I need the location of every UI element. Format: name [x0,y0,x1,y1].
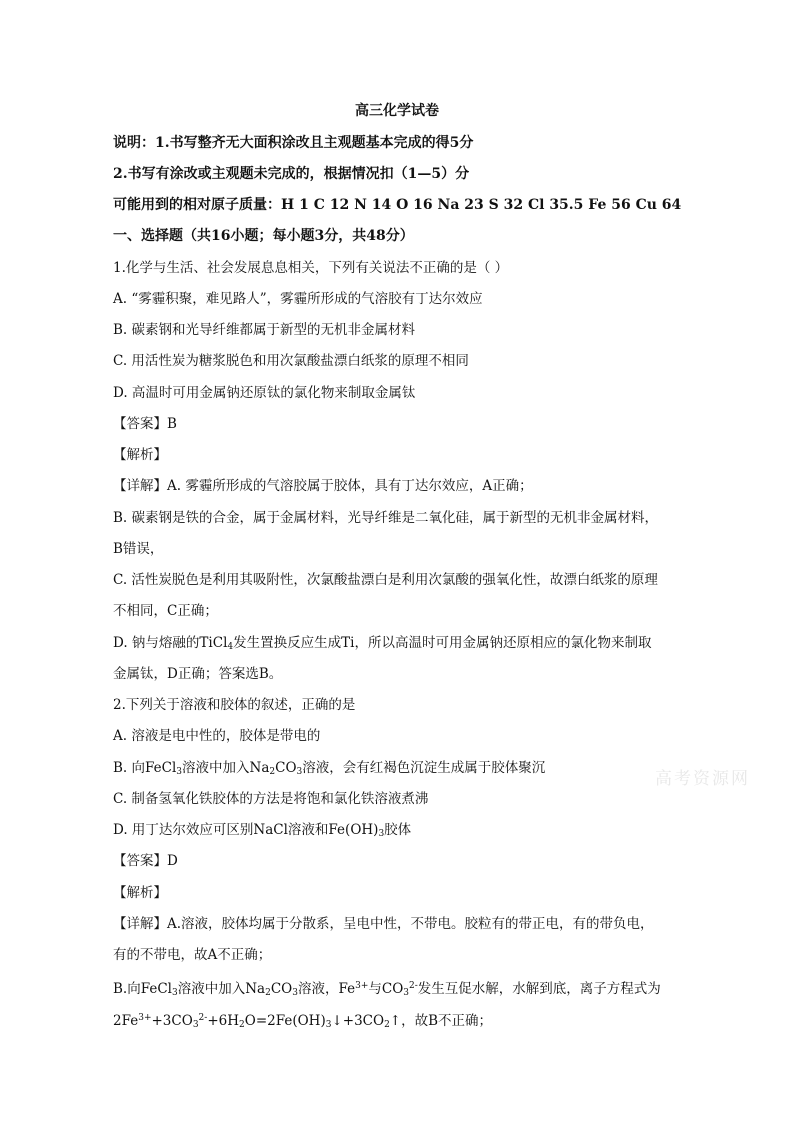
subscript: 3 [176,767,183,777]
subscript: 4 [227,642,234,652]
text-run: CO [275,760,297,776]
question-2-analysis-label: 【解析】 [113,885,167,901]
subscript: 3 [296,767,303,777]
question-2-option-a: A. 溶液是电中性的，胶体是带电的 [113,728,321,744]
subscript: 3 [403,988,410,998]
subscript: 3 [192,1020,199,1030]
text-run: 溶液中加入Na [177,981,266,997]
question-1-detail-b-1: B. 碳素钢是铁的合金，属于金属材料，光导纤维是二氧化硅，属于新型的无机非金属材料， [113,510,659,526]
instructions-line-2: 2.书写有涂改或主观题未完成的，根据情况扣（1—5）分 [113,166,470,182]
text-run: +3CO [151,1013,193,1029]
question-1-answer: 【答案】B [113,416,177,432]
text-run: D. 用丁达尔效应可区别NaCl溶液和Fe(OH) [113,822,379,838]
question-2-detail-a-2: 有的不带电，故A不正确； [113,947,272,963]
text-run: 胶体 [384,822,412,838]
question-1-option-b: B. 碳素钢和光导纤维都属于新型的无机非金属材料 [113,322,416,338]
question-1-detail-b-2: B错误， [113,541,164,557]
text-run: 与CO [368,981,404,997]
question-1-option-c: C. 用活性炭为糖浆脱色和用次氯酸盐漂白纸浆的原理不相同 [113,353,469,369]
question-1-detail-c-2: 不相同，C正确； [113,603,218,619]
text-run: CO [270,981,293,997]
subscript: 2 [384,1020,390,1030]
subscript: 3 [325,1020,332,1030]
watermark: 高考资源网 [655,769,750,789]
superscript: 3+ [138,1013,152,1023]
question-2-option-d [113,820,411,844]
superscript: 2- [409,981,418,991]
question-1-detail-a: 【详解】A. 雾霾所形成的气溶胶属于胶体，具有丁达尔效应，A正确； [113,478,533,494]
text-run: 溶液，会有红褐色沉淀生成属于胶体聚沉 [302,760,546,776]
text-run: ↑，故B不正确； [389,1013,493,1029]
question-1-detail-d-1 [113,633,651,657]
question-2-option-b [113,758,545,782]
superscript: 3+ [355,981,369,991]
section-heading: 一、选择题（共16小题；每小题3分，共48分） [113,228,414,244]
subscript: 3 [378,829,385,839]
subscript: 2 [265,988,271,998]
question-1-detail-d-2: 金属钛，D正确；答案选B。 [113,666,283,682]
instructions-line-1: 说明：1.书写整齐无大面积涂改且主观题基本完成的得5分 [113,135,474,151]
text-run: 发生置换反应生成Ti，所以高温时可用金属钠还原相应的氯化物来制取 [233,635,652,651]
page-title: 高三化学试卷 [355,103,439,119]
question-1-stem: 1.化学与生活、社会发展息息相关，下列有关说法不正确的是（ ） [113,260,509,276]
question-2-option-c: C. 制备氢氧化铁胶体的方法是将饱和氯化铁溶液煮沸 [113,791,429,807]
text-run: 溶液，Fe [297,981,356,997]
question-2-answer: 【答案】D [113,853,178,869]
text-run: D. 钠与熔融的TiCl [113,635,228,651]
text-run: ↓+3CO [331,1013,385,1029]
text-run: +6H [207,1013,240,1029]
atomic-mass-line: 可能用到的相对原子质量：H 1 C 12 N 14 O 16 Na 23 S 32 Cl 35.5 Fe 56 Cu 64 [113,197,682,213]
text-run: 溶液中加入Na [182,760,270,776]
question-2-stem: 2.下列关于溶液和胶体的叙述，正确的是 [113,697,356,713]
text-run: B.向FeCl [113,981,172,997]
subscript: 3 [171,988,178,998]
question-2-detail-a-1: 【详解】A.溶液，胶体均属于分散系，呈电中性，不带电。胶粒有的带正电，有的带负电， [113,916,654,932]
question-2-detail-b-1 [113,976,661,1003]
question-1-analysis-label: 【解析】 [113,447,167,463]
text-run: O=2Fe(OH) [244,1013,326,1029]
subscript: 2 [269,767,276,777]
question-2-ionic-equation [113,1008,492,1035]
text-run: 发生互促水解，水解到底，离子方程式为 [417,981,661,997]
superscript: 2- [198,1013,208,1023]
question-1-option-a: A. “雾霾积聚，难见路人”，雾霾所形成的气溶胶有丁达尔效应 [113,291,483,307]
text-run: B. 向FeCl [113,760,177,776]
question-1-detail-c-1: C. 活性炭脱色是利用其吸附性，次氯酸盐漂白是利用次氯酸的强氧化性，故漂白纸浆的原理 [113,572,658,588]
subscript: 3 [292,988,298,998]
text-run: 2Fe [113,1013,139,1029]
subscript: 2 [239,1020,245,1030]
question-1-option-d: D. 高温时可用金属钠还原钛的氯化物来制取金属钛 [113,385,416,401]
